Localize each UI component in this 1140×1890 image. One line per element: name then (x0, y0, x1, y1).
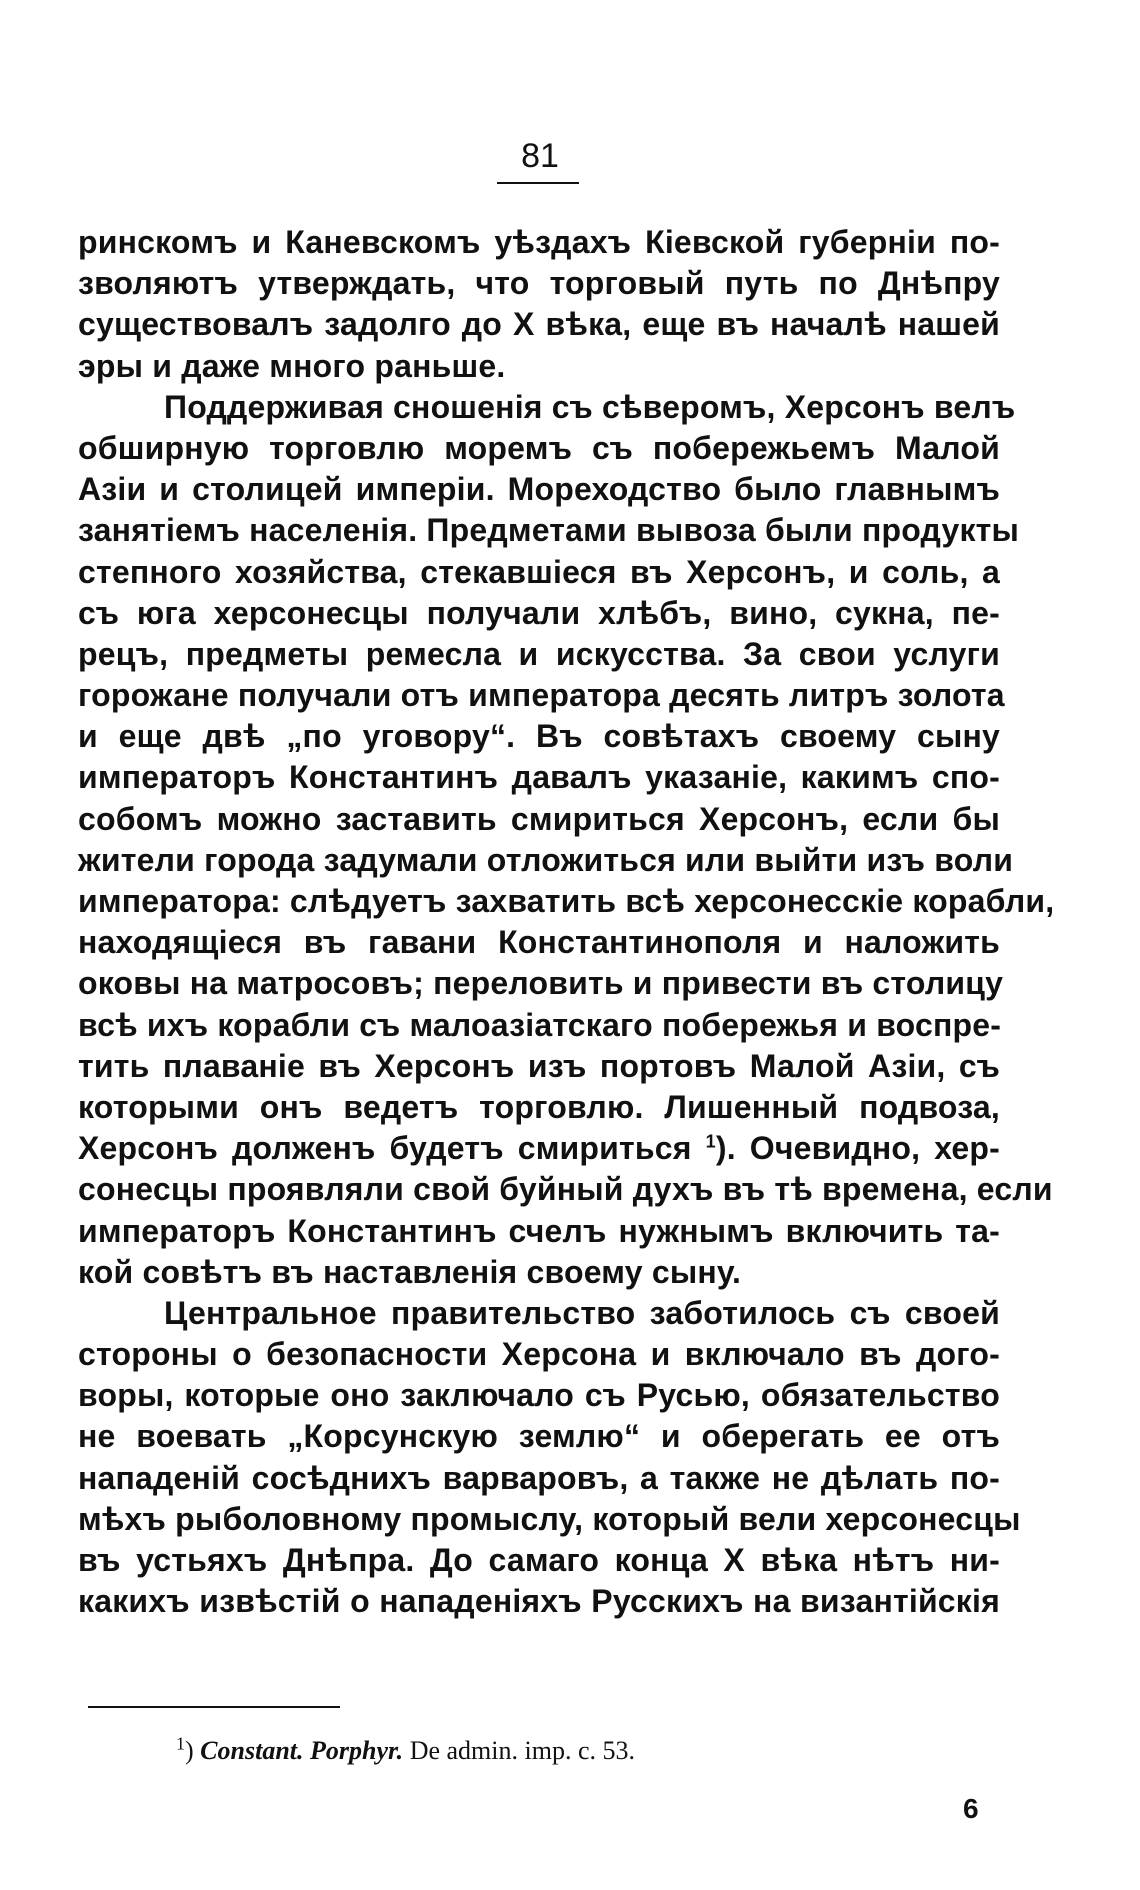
text-line: кой совѣтъ въ наставленія своему сыну. (78, 1253, 742, 1290)
body-text (78, 222, 1055, 1622)
text-line: и еще двѣ „по уговору“. Въ совѣтахъ своему сыну (78, 718, 1000, 755)
signature-mark: 6 (963, 1793, 979, 1824)
text-line: императоръ Константинъ счелъ нужнымъ включить та- (78, 1212, 1000, 1249)
text-line: сонесцы проявляли свой буйный духъ въ тѣ времена, если (78, 1171, 1053, 1208)
text-line: зволяютъ утверждать, что торговый путь по Днѣпру (78, 265, 1000, 302)
text-line-with-note (78, 1128, 1000, 1169)
text-line: находящіеся въ гавани Константинополя и наложить (78, 924, 1000, 961)
text-line: съ юга херсонесцы получали хлѣбъ, вино, сукна, пе- (78, 594, 1000, 631)
line-text-continued: ). Очевидно, хер- (715, 1130, 1001, 1167)
text-line: въ устьяхъ Днѣпра. До самаго конца X вѣка нѣтъ ни- (78, 1542, 1000, 1578)
footnote-rule (88, 1706, 340, 1708)
text-line: обширную торговлю моремъ съ побережьемъ Малой (78, 429, 1000, 466)
page-number-rule (497, 182, 579, 184)
footnote-marker: 1 (176, 1733, 185, 1754)
text-line: всѣ ихъ корабли съ малоазіатскаго побережья и воспре- (78, 1006, 1002, 1043)
footnote-citation: De admin. imp. c. 53. (409, 1736, 635, 1765)
text-line: императора: слѣдуетъ захватить всѣ херсонесскіе корабли, (78, 883, 1055, 919)
text-line: оковы на матросовъ; переловить и привести въ столицу (78, 965, 1004, 1002)
line-text: Херсонъ долженъ будетъ смириться (78, 1130, 692, 1167)
text-line: занятіемъ населенія. Предметами вывоза были продукты (78, 512, 1020, 549)
footnote-author: Constant. (200, 1736, 304, 1765)
text-line: горожане получали отъ императора десять литръ золота (78, 677, 1005, 714)
text-line: эры и даже много раньше. (78, 347, 506, 384)
footnote-paren: ) (185, 1736, 194, 1765)
text-line: воры, которые оно заключало съ Русью, обязательство (78, 1377, 1000, 1414)
text-line: рецъ, предметы ремесла и искусства. За свои услуги (78, 635, 1000, 672)
text-line: собомъ можно заставить смириться Херсонъ, если бы (78, 800, 1000, 837)
text-line: жители города задумали отложиться или выйти изъ воли (78, 841, 1014, 878)
text-line: Азіи и столицей имперіи. Мореходство было главнымъ (78, 471, 1000, 508)
text-line: которыми онъ ведетъ торговлю. Лишенный подвоза, (78, 1088, 1000, 1125)
text-line: не воевать „Корсунскую землю“ и оберегать ее отъ (78, 1418, 1000, 1455)
page-number: 81 (521, 137, 559, 175)
text-line: стороны о безопасности Херсона и включало въ дого- (78, 1336, 1000, 1373)
text-line: тить плаваніе въ Херсонъ изъ портовъ Малой Азіи, съ (78, 1047, 1000, 1084)
text-line: ринскомъ и Каневскомъ уѣздахъ Кіевской губерніи по- (78, 224, 1000, 260)
text-line: какихъ извѣстій о нападеніяхъ Русскихъ на византійскія (78, 1583, 1000, 1620)
footnote (176, 1734, 635, 1768)
text-line: императоръ Константинъ давалъ указаніе, какимъ спо- (78, 759, 1000, 796)
text-line: Центральное правительство заботилось съ своей (164, 1294, 1000, 1331)
text-line: мѣхъ рыболовному промыслу, который вели херсонесцы (78, 1500, 1021, 1537)
text-line: степного хозяйства, стекавшіеся въ Херсонъ, и соль, а (78, 553, 1000, 590)
text-line: Поддерживая сношенія съ сѣверомъ, Херсонъ велъ (164, 388, 1016, 425)
footnote-author-name: Porphyr. (310, 1736, 404, 1765)
text-line: существовалъ задолго до X вѣка, еще въ началѣ нашей (78, 306, 1000, 343)
text-line: нападеній сосѣднихъ варваровъ, а также не дѣлать по- (78, 1459, 1000, 1496)
footnote-reference: 1 (705, 1131, 716, 1152)
